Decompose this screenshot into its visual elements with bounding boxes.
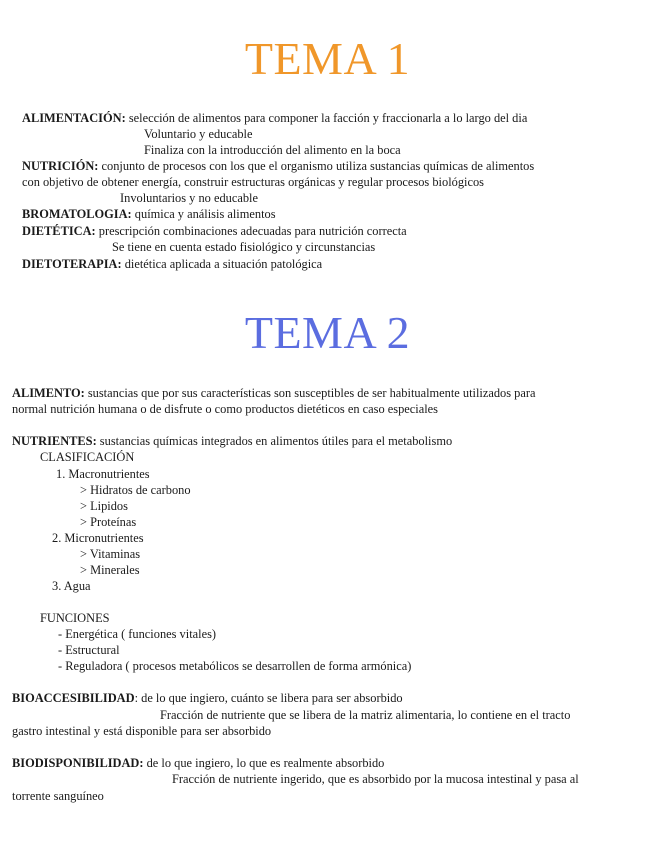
bioaccesibilidad-note2: gastro intestinal y está disponible para ser absorbido: [12, 724, 272, 738]
tema1-title: TEMA 1: [244, 33, 411, 84]
clasificacion-heading: CLASIFICACIÓN: [40, 450, 135, 464]
alimentacion-def: selección de alimentos para componer la facción y fraccionarla a lo largo del dia: [125, 111, 528, 125]
biodisponibilidad-term: BIODISPONIBILIDAD:: [12, 756, 144, 770]
macro-subitem: > Hidratos de carbono: [80, 483, 191, 497]
bioaccesibilidad-term: BIOACCESIBILIDAD: [12, 691, 135, 705]
dietetica-term: DIETÉTICA:: [22, 224, 96, 238]
nutrientes-def: sustancias químicas integrados en alimentos útiles para el metabolismo: [96, 434, 453, 448]
bromatologia-def: química y análisis alimentos: [131, 207, 276, 221]
funcion-item: - Estructural: [58, 643, 120, 657]
funciones-heading: FUNCIONES: [40, 611, 110, 625]
nutricion-note: Involuntarios y no educable: [120, 191, 258, 205]
biodisponibilidad-note: Fracción de nutriente ingerido, que es absorbido por la mucosa intestinal y pasa al: [172, 772, 579, 786]
micro-subitem: > Minerales: [80, 563, 140, 577]
bioaccesibilidad-line: [12, 691, 403, 706]
bioaccesibilidad-def: : de lo que ingiero, cuánto se libera para ser absorbido: [134, 691, 403, 705]
dietetica-note: Se tiene en cuenta estado fisiológico y circunstancias: [112, 240, 376, 254]
funcion-item: - Energética ( funciones vitales): [58, 627, 217, 641]
dietetica-line: [22, 224, 407, 239]
biodisponibilidad-def: de lo que ingiero, lo que es realmente absorbido: [143, 756, 385, 770]
funcion-item: - Reguladora ( procesos metabólicos se desarrollen de forma armónica): [58, 659, 412, 673]
alimento-line: [12, 386, 536, 401]
nutrientes-line: [12, 434, 452, 449]
alimentacion-line: [22, 111, 527, 126]
alimentacion-term: ALIMENTACIÓN:: [22, 111, 126, 125]
tema2-title: TEMA 2: [244, 307, 411, 358]
dietoterapia-term: DIETOTERAPIA:: [22, 257, 122, 271]
nutricion-def: conjunto de procesos con los que el organismo utiliza sustancias químicas de alimentos: [98, 159, 535, 173]
macro-subitem: > Proteínas: [80, 515, 137, 529]
dietoterapia-def: dietética aplicada a situación patológica: [121, 257, 323, 271]
bromatologia-line: [22, 207, 276, 222]
biodisponibilidad-note2: torrente sanguíneo: [12, 789, 104, 803]
alimento-term: ALIMENTO:: [12, 386, 85, 400]
micronutrientes-item: 2. Micronutrientes: [52, 531, 144, 545]
bioaccesibilidad-note: Fracción de nutriente que se libera de la matriz alimentaria, lo contiene en el tracto: [160, 708, 571, 722]
alimentacion-note2: Finaliza con la introducción del alimento en la boca: [144, 143, 401, 157]
nutrientes-term: NUTRIENTES:: [12, 434, 97, 448]
bromatologia-term: BROMATOLOGIA:: [22, 207, 132, 221]
micro-subitem: > Vitaminas: [80, 547, 141, 561]
biodisponibilidad-line: [12, 756, 384, 771]
alimento-def: sustancias que por sus características son susceptibles de ser habitualmente utilizados para: [84, 386, 536, 400]
agua-item: 3. Agua: [52, 579, 91, 593]
macro-subitem: > Lipidos: [80, 499, 128, 513]
alimento-def2: normal nutrición humana o de disfrute o como productos dietéticos en caso especiales: [12, 402, 438, 416]
dietetica-def: prescripción combinaciones adecuadas para nutrición correcta: [95, 224, 407, 238]
alimentacion-note1: Voluntario y educable: [144, 127, 253, 141]
dietoterapia-line: [22, 257, 322, 272]
nutricion-line: [22, 159, 534, 174]
nutricion-term: NUTRICIÓN:: [22, 159, 99, 173]
macronutrientes-item: 1. Macronutrientes: [56, 467, 150, 481]
nutricion-def2: con objetivo de obtener energía, construir estructuras orgánicas y regular procesos biológicos: [22, 175, 484, 189]
